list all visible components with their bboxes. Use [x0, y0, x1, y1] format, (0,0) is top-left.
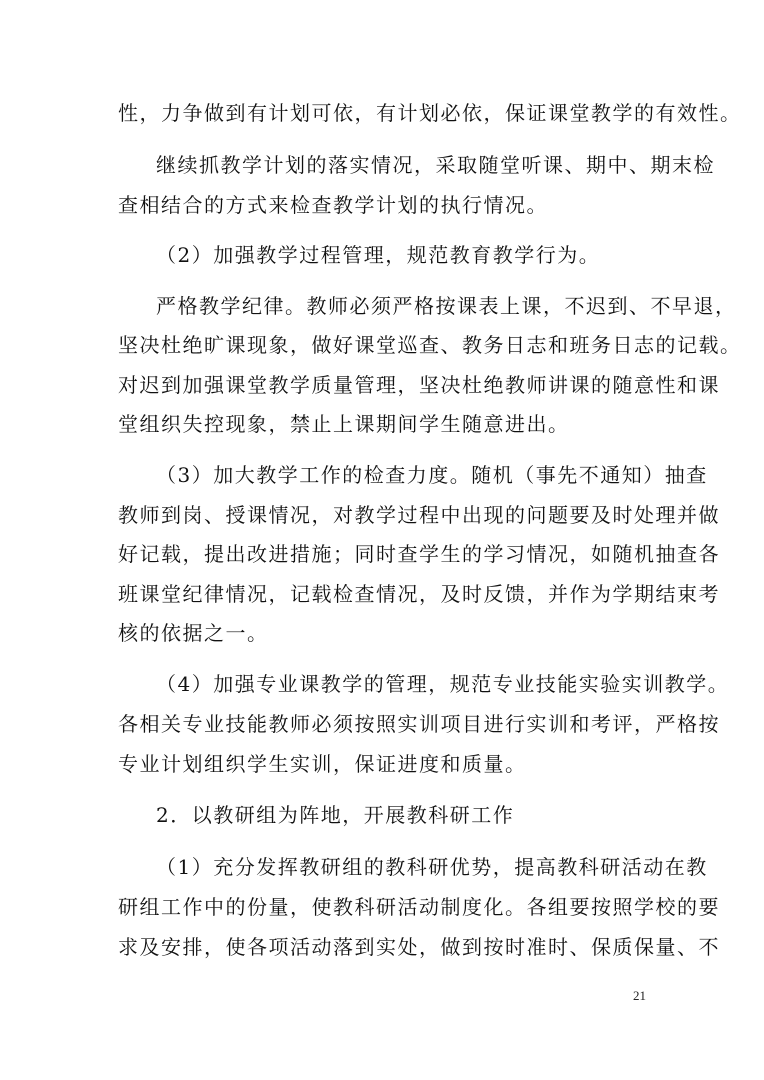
body-line-15: 各相关专业技能教师必须按照实训项目进行实训和考评，严格按 [118, 712, 720, 736]
body-line-2: 继续抓教学计划的落实情况，采取随堂听课、期中、期末检 [156, 153, 715, 177]
section-heading-2: （2）加强教学过程管理，规范教育教学行为。 [156, 243, 601, 267]
page-number: 21 [633, 988, 646, 1003]
body-line-6: 坚决杜绝旷课现象，做好课堂巡查、教务日志和班务日志的记载。 [118, 333, 742, 357]
body-line-16: 专业计划组织学生实训，保证进度和质量。 [118, 752, 527, 776]
body-line-12: 班课堂纪律情况，记载检查情况，及时反馈，并作为学期结束考 [118, 582, 720, 606]
body-line-11: 好记载，提出改进措施；同时查学生的学习情况，如随机抽查各 [118, 542, 720, 566]
body-line-5: 严格教学纪律。教师必须严格按课表上课，不迟到、不早退， [156, 294, 737, 318]
section-heading-4: （4）加强专业课教学的管理，规范专业技能实验实训教学。 [156, 672, 730, 696]
section-heading-1: （1）充分发挥教研组的教科研优势，提高教科研活动在教 [156, 855, 708, 879]
main-heading-2: 2．以教研组为阵地，开展教科研工作 [156, 803, 515, 827]
body-line-20: 求及安排，使各项活动落到实处，做到按时准时、保质保量、不 [118, 935, 720, 959]
body-line-19: 研组工作中的份量，使教科研活动制度化。各组要按照学校的要 [118, 895, 720, 919]
body-line-1: 性，力争做到有计划可依，有计划必依，保证课堂教学的有效性。 [118, 101, 742, 125]
section-heading-3: （3）加大教学工作的检查力度。随机（事先不通知）抽查 [156, 463, 708, 487]
body-line-3: 查相结合的方式来检查教学计划的执行情况。 [118, 193, 548, 217]
body-line-10: 教师到岗、授课情况，对教学过程中出现的问题要及时处理并做 [118, 503, 720, 527]
body-line-13: 核的依据之一。 [118, 621, 269, 645]
body-line-8: 堂组织失控现象，禁止上课期间学生随意进出。 [118, 412, 570, 436]
body-line-7: 对迟到加强课堂教学质量管理，坚决杜绝教师讲课的随意性和课 [118, 373, 720, 397]
